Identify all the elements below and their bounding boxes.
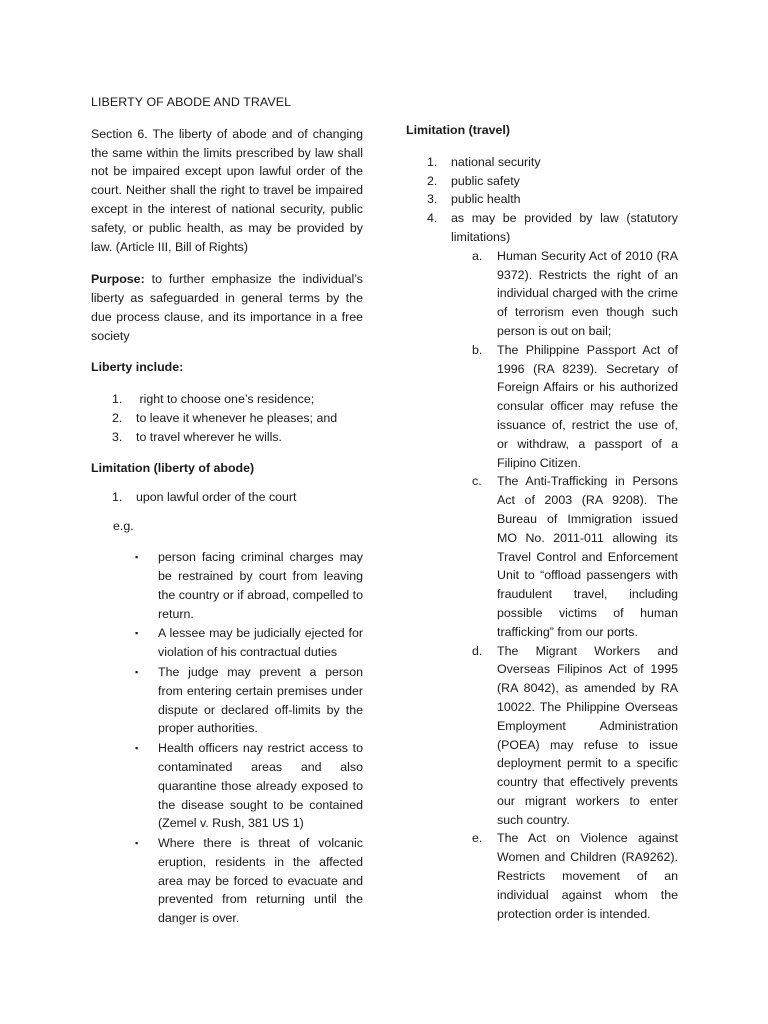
purpose-text: to further emphasize the individual’s liberty as safeguarded in general terms by the due process clause, and its importance in a free society	[91, 272, 363, 343]
list-item	[91, 428, 363, 447]
list-text: A lessee may be judicially ejected for violation of his contractual duties	[158, 626, 363, 660]
list-item	[406, 172, 678, 191]
list-text: The judge may prevent a person from entering certain premises under dispute or declared off-limits by the proper authorities.	[158, 664, 363, 736]
list-item	[406, 209, 678, 247]
list-letter: e.	[472, 831, 483, 846]
list-text: Human Security Act of 2010 (RA 9372). Restricts the right of an individual charged with the crime of terrorism even though such person is out on bail;	[497, 248, 678, 338]
list-number: 3.	[427, 192, 438, 207]
list-text: The Anti-Trafficking in Persons Act of 2003 (RA 9208). The Bureau of Immigration issued MO No. 2011-011 allowing its Travel Control and Enforcement Unit to “offload passengers with fraudulent travel, including possible victims of human trafficking” from our ports.	[497, 474, 678, 639]
liberty-include-list	[91, 390, 363, 446]
list-text: right to choose one’s residence;	[136, 392, 315, 407]
list-text: person facing criminal charges may be restrained by court from leaving the country or if abroad, compelled to return.	[158, 550, 363, 621]
list-item	[406, 190, 678, 209]
list-letter: b.	[472, 342, 483, 357]
list-letter: d.	[472, 643, 483, 658]
list-item	[91, 624, 363, 662]
list-item	[91, 663, 363, 738]
limitation-abode-list	[91, 488, 363, 507]
document-title: LIBERTY OF ABODE AND TRAVEL	[91, 95, 292, 109]
eg-label: e.g.	[113, 519, 134, 534]
limitation-travel-heading: Limitation (travel)	[406, 123, 510, 137]
list-item	[406, 341, 678, 473]
liberty-include-heading: Liberty include:	[91, 359, 184, 374]
purpose-paragraph	[91, 270, 363, 345]
list-item	[91, 739, 363, 833]
list-text: public safety	[451, 173, 520, 188]
right-column	[406, 121, 678, 923]
list-text: national security	[451, 154, 541, 169]
statutory-limitations-list	[406, 247, 678, 924]
list-number: 1.	[112, 489, 123, 504]
list-text: as may be provided by law (statutory limitations)	[451, 211, 678, 244]
square-bullet-icon: ▪	[135, 628, 139, 639]
list-item	[91, 834, 363, 928]
list-text: public health	[451, 192, 521, 207]
list-item	[406, 247, 678, 341]
section-6-text: The liberty of abode and of changing the same within the limits prescribed by law shall not be impaired except upon lawful order of the court. Neither shall the right to travel be impaired except in the interest of national security, public safety, or public health, as may be provided by law. (Article III, Bill of Rights)	[91, 126, 364, 254]
list-item	[406, 153, 678, 172]
square-bullet-icon: ▪	[135, 552, 139, 563]
list-number: 1.	[112, 392, 123, 407]
limitation-travel-list	[406, 153, 678, 247]
list-text: Health officers nay restrict access to contaminated areas and also quarantine those already exposed to the disease sought to be contained (Zemel v. Rush, 381 US 1)	[158, 741, 363, 831]
list-item	[406, 642, 678, 830]
left-column	[91, 93, 363, 929]
square-bullet-icon: ▪	[135, 743, 139, 754]
list-text: The Migrant Workers and Overseas Filipinos Act of 1995 (RA 8042), as amended by RA 10022. The Philippine Overseas Employment Administration (POEA) may refuse to issue deployment permit to a specific country that effectively prevents our migrant workers to enter such country.	[497, 643, 678, 827]
section-6-label: Section 6.	[91, 126, 148, 141]
list-number: 2.	[112, 411, 123, 426]
list-text: Where there is threat of volcanic eruption, residents in the affected area may be forced to evacuate and prevented from returning until the danger is over.	[158, 836, 363, 926]
square-bullet-icon: ▪	[135, 666, 139, 677]
list-item	[91, 548, 363, 623]
list-text: The Act on Violence against Women and Children (RA9262). Restricts movement of an individual against whom the protection order is intended.	[497, 831, 678, 921]
list-number: 1.	[427, 154, 438, 169]
square-bullet-icon: ▪	[135, 838, 139, 849]
list-item	[91, 488, 363, 507]
list-number: 2.	[427, 173, 438, 188]
list-item	[406, 472, 678, 641]
list-text: upon lawful order of the court	[136, 489, 297, 504]
list-text: to leave it whenever he pleases; and	[136, 411, 338, 426]
list-item	[91, 390, 363, 409]
list-number: 3.	[112, 429, 123, 444]
section-6-paragraph	[91, 125, 363, 257]
list-text: The Philippine Passport Act of 1996 (RA 8239). Secretary of Foreign Affairs or his authorized consular officer may refuse the issuance of, restrict the use of, or withdraw, a passport of a Filipino Citizen.	[497, 342, 678, 470]
purpose-label: Purpose:	[91, 272, 145, 287]
list-text: to travel wherever he wills.	[136, 429, 282, 444]
list-number: 4.	[427, 211, 438, 226]
limitation-abode-heading: Limitation (liberty of abode)	[91, 460, 255, 475]
abode-examples-list	[91, 548, 363, 928]
list-letter: c.	[472, 474, 482, 489]
list-item	[91, 409, 363, 428]
list-item	[406, 829, 678, 923]
list-letter: a.	[472, 248, 483, 263]
